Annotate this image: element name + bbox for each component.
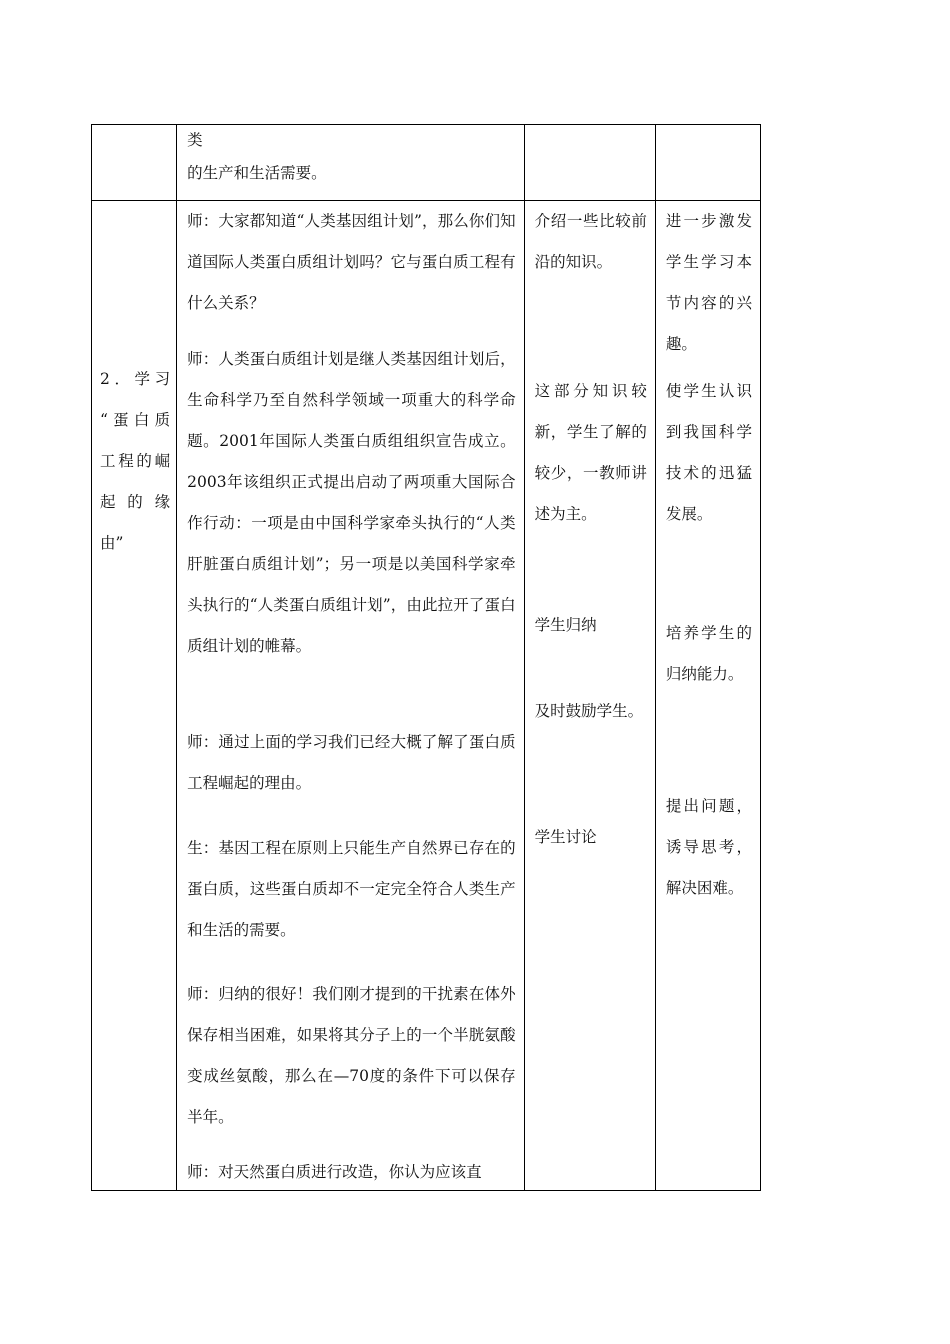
activity-note: 这部分知识较新，学生了解的较少，一教师讲述为主。 (534, 382, 647, 523)
section-label-line: 起的缘 (100, 493, 171, 511)
intent-note: 提出问题，诱导思考，解决困难。 (665, 797, 752, 897)
content-line: 的生产和生活需要。 (187, 164, 327, 182)
cell-lesson-content (177, 201, 525, 1191)
activity-note: 学生讨论 (534, 828, 597, 846)
cell-teacher-activity-empty (524, 125, 655, 201)
section-label-line: 2．学习 (100, 370, 171, 388)
content-paragraph: 师：归纳的很好！我们刚才提到的干扰素在体外保存相当困难，如果将其分子上的一个半胱氨酸变成丝氨酸，那么在—70度的条件下可以保存半年。 (187, 985, 516, 1126)
section-label-line: 工程的崛 (100, 452, 171, 470)
cell-section-label (92, 201, 177, 1191)
content-paragraph: 师：大家都知道“人类基因组计划”，那么你们知道国际人类蛋白质组计划吗？它与蛋白质工程有什么关系？ (187, 212, 516, 312)
cell-design-intent-empty (655, 125, 760, 201)
intent-note: 培养学生的归纳能力。 (665, 624, 752, 683)
activity-note: 学生归纳 (534, 616, 597, 634)
content-paragraph: 师：人类蛋白质组计划是继人类基因组计划后，生命科学乃至自然科学领域一项重大的科学命题。2001年国际人类蛋白质组组织宣告成立。2003年该组织正式提出启动了两项重大国际合作行动：一项是由中国科学家牵头执行的“人类肝脏蛋白质组计划”；另一项是以美国科学家牵头执行的“人类蛋白质组计划”，由此拉开了蛋白质组计划的帷幕。 (187, 350, 516, 655)
content-paragraph: 师：对天然蛋白质进行改造，你认为应该直 (187, 1163, 482, 1181)
section-label-line: “蛋白质 (100, 411, 171, 429)
cell-teacher-activity (524, 201, 655, 1191)
cell-section-empty (92, 125, 177, 201)
activity-note: 及时鼓励学生。 (534, 702, 644, 720)
cell-design-intent (655, 201, 760, 1191)
intent-note: 使学生认识到我国科学技术的迅猛发展。 (665, 382, 752, 523)
lesson-plan-table (91, 124, 761, 1191)
table-row-section-2 (92, 201, 761, 1191)
content-line: 类 (187, 131, 203, 149)
activity-note: 介绍一些比较前沿的知识。 (534, 212, 647, 271)
content-paragraph: 生：基因工程在原则上只能生产自然界已存在的蛋白质，这些蛋白质却不一定完全符合人类生产和生活的需要。 (187, 839, 516, 939)
intent-note: 进一步激发学生学习本节内容的兴趣。 (665, 212, 752, 353)
section-label-line: 由” (100, 534, 124, 552)
table-row-continuation (92, 125, 761, 201)
content-paragraph: 师：通过上面的学习我们已经大概了解了蛋白质工程崛起的理由。 (187, 733, 516, 792)
cell-content-continuation (177, 125, 525, 201)
